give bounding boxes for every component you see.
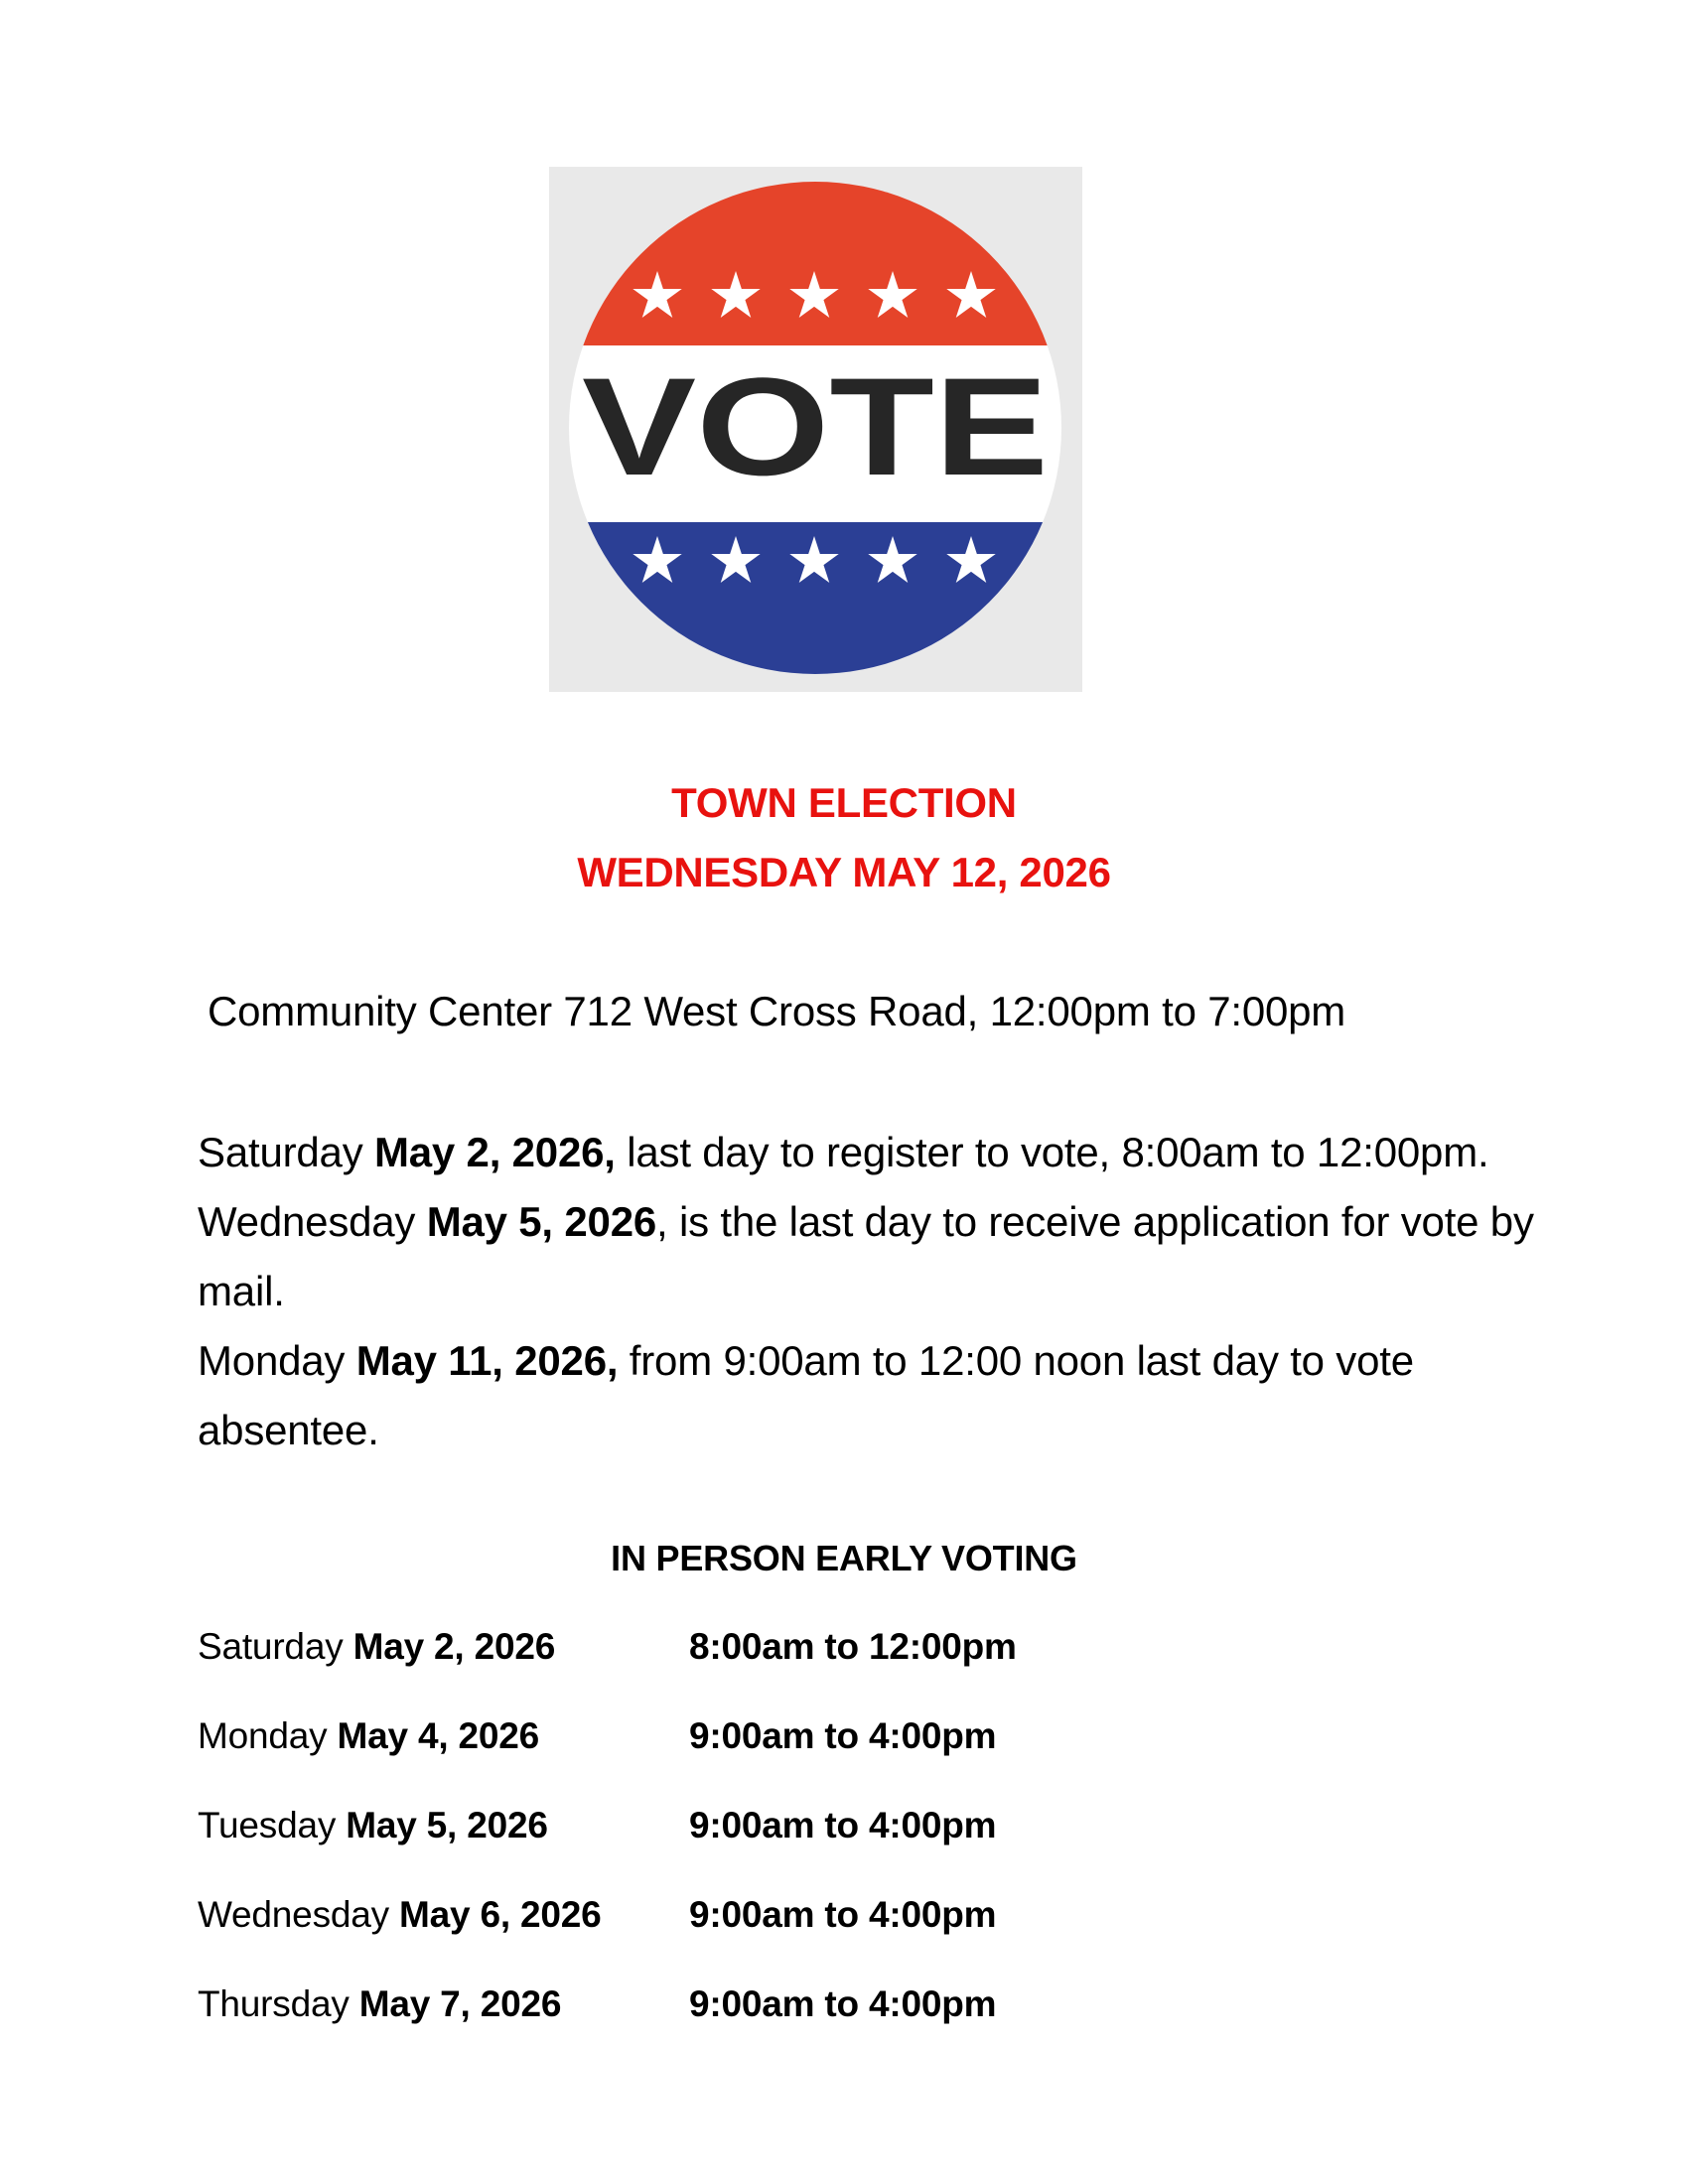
schedule-row (198, 1801, 1389, 1890)
vote-badge-image (549, 167, 1082, 692)
schedule-row (198, 1890, 1389, 1979)
schedule-hours: 9:00am to 4:00pm (689, 1983, 997, 2024)
schedule-day (198, 1622, 555, 1672)
schedule-day (198, 1711, 539, 1761)
weekday: Thursday (198, 1983, 359, 2024)
schedule-hours: 8:00am to 12:00pm (689, 1626, 1017, 1667)
notice-day: Wednesday (198, 1198, 427, 1245)
schedule-row (198, 1622, 1389, 1711)
schedule-row (198, 1711, 1389, 1801)
weekday: Tuesday (198, 1805, 347, 1845)
notice-text: from 9:00am to 12:00 noon last day to vote absentee. (198, 1337, 1414, 1453)
weekday: Saturday (198, 1626, 353, 1667)
notice-date: May 5, 2026 (426, 1198, 657, 1245)
notice-absentee (198, 1326, 1568, 1465)
schedule-date: May 7, 2026 (358, 1983, 562, 2024)
schedule-date: May 2, 2026 (352, 1626, 556, 1667)
weekday: Wednesday (198, 1894, 399, 1935)
schedule-day (198, 1979, 561, 2029)
vote-badge-text: VOTE (582, 348, 1049, 504)
weekday: Monday (198, 1715, 338, 1756)
schedule-hours: 9:00am to 4:00pm (689, 1805, 997, 1845)
schedule-date: May 4, 2026 (337, 1715, 540, 1756)
early-voting-schedule (198, 1622, 1389, 2069)
notice-registration (198, 1118, 1568, 1187)
notice-day: Monday (198, 1337, 356, 1384)
schedule-date: May 6, 2026 (399, 1894, 602, 1935)
notice-date: May 2, 2026, (373, 1129, 616, 1175)
notice-text: , is the last day to receive application for vote by mail. (198, 1198, 1534, 1314)
vote-button-badge-icon (549, 167, 1082, 692)
schedule-hours: 9:00am to 4:00pm (689, 1715, 997, 1756)
polling-location: Community Center 712 West Cross Road, 12:00pm to 7:00pm (208, 988, 1346, 1034)
election-title: TOWN ELECTION (671, 779, 1017, 826)
election-date: WEDNESDAY MAY 12, 2026 (577, 849, 1111, 895)
notice-vote-by-mail (198, 1187, 1568, 1326)
notice-text: last day to register to vote, 8:00am to 12:00pm. (615, 1129, 1489, 1175)
schedule-hours: 9:00am to 4:00pm (689, 1894, 997, 1935)
notice-day: Saturday (198, 1129, 374, 1175)
early-voting-title: IN PERSON EARLY VOTING (611, 1538, 1077, 1578)
schedule-day (198, 1890, 602, 1940)
schedule-row (198, 1979, 1389, 2069)
notice-date: May 11, 2026, (355, 1337, 619, 1384)
deadline-notices (198, 1118, 1568, 1465)
schedule-day (198, 1801, 548, 1850)
schedule-date: May 5, 2026 (346, 1805, 548, 1845)
